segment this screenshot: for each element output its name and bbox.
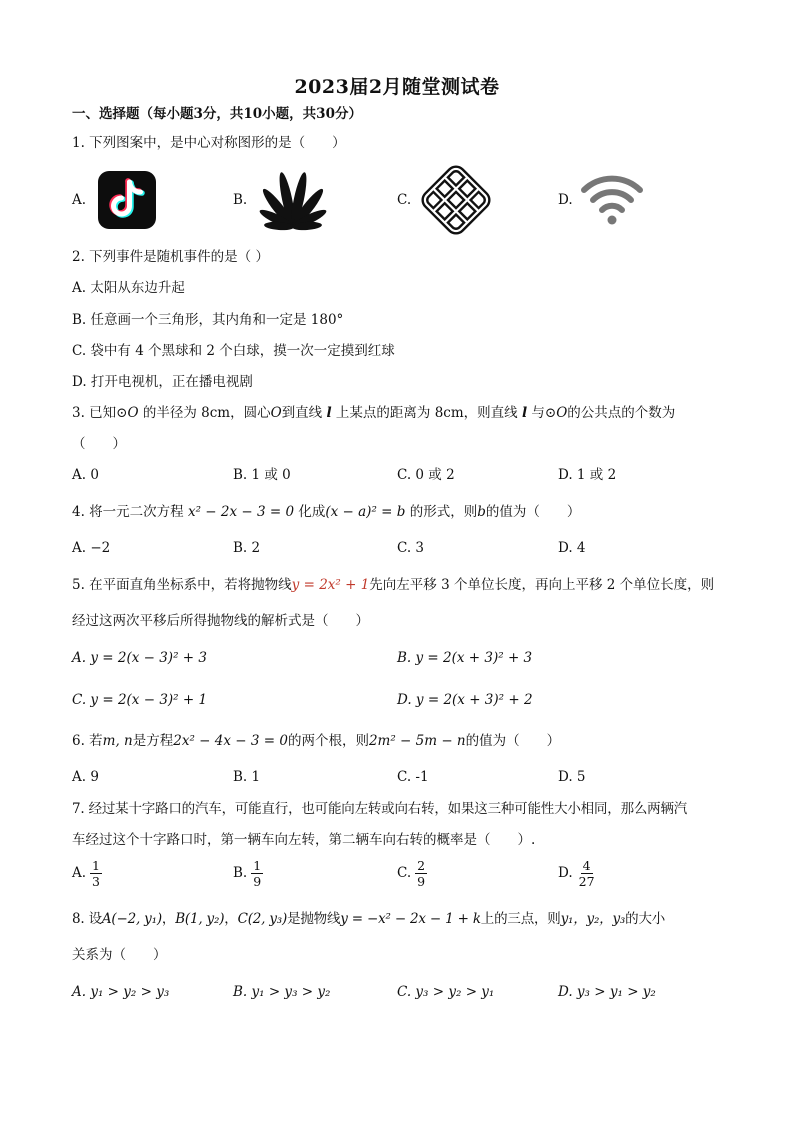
q3-option-d: D. 1 或 2 [558, 467, 617, 483]
q6-option-c: C. -1 [397, 769, 429, 785]
section-heading: 一、选择题（每小题3分，共10小题，共30分） [72, 106, 362, 122]
q7-option-b: B. $\frac{1}{9}$ [233, 858, 262, 889]
q5-option-a: A. y = 2(x − 3)² + 3 [72, 650, 207, 666]
huawei-logo-icon [258, 167, 328, 231]
q8-option-b: B. y₁ > y₃ > y₂ [233, 984, 331, 1000]
q7-option-c: C. $\frac{2}{9}$ [397, 858, 426, 889]
question-8-stem-cont: 关系为（ ） [72, 947, 167, 963]
q6-option-b: B. 1 [233, 769, 261, 785]
question-6-stem: 6. 若m, n是方程2x² − 4x − 3 = 0的两个根，则2m² − 5m − n的值为（ ） [72, 733, 561, 749]
q1-option-a-label: A. [72, 192, 87, 208]
question-5-stem: 5. 在平面直角坐标系中，若将抛物线y = 2x² + 1先向左平移 3 个单位长度，再向上平移 2 个单位长度，则 [72, 577, 715, 593]
q1-option-b-label: B. [233, 192, 248, 208]
q3-option-a: A. 0 [72, 467, 99, 483]
question-8-stem: 8. 设A(−2, y₁)，B(1, y₂)，C(2, y₃)是抛物线y = −x² − 2x − 1 + k上的三点，则y₁，y₂，y₃的大小 [72, 911, 666, 927]
q6-option-d: D. 5 [558, 769, 586, 785]
q7-option-a: A. $\frac{1}{3}$ [72, 858, 100, 889]
knot-logo-icon [418, 162, 494, 238]
q2-option-c: C. 袋中有 4 个黑球和 2 个白球，摸一次一定摸到红球 [72, 343, 395, 359]
q3-option-b: B. 1 或 0 [233, 467, 291, 483]
question-5-stem-cont: 经过这两次平移后所得抛物线的解析式是（ ） [72, 613, 369, 629]
page-title: 2023届2月随堂测试卷 [294, 76, 500, 98]
question-7-stem: 7. 经过某十字路口的汽车，可能直行，也可能向左转或向右转，如果这三种可能性大小相同，那么两辆汽 [72, 801, 688, 817]
q3-option-c: C. 0 或 2 [397, 467, 455, 483]
q5-option-b: B. y = 2(x + 3)² + 3 [397, 650, 533, 666]
question-3-stem-cont: （ ） [72, 436, 126, 452]
q6-option-a: A. 9 [72, 769, 99, 785]
tiktok-logo-icon [97, 170, 157, 230]
q2-option-d: D. 打开电视机，正在播电视剧 [72, 374, 253, 390]
q1-option-c-label: C. [397, 192, 412, 208]
question-2-stem: 2. 下列事件是随机事件的是（ ） [72, 249, 269, 265]
question-3-stem: 3. 已知⊙O 的半径为 8cm，圆心O到直线 l 上某点的距离为 8cm，则直线 l 与⊙O的公共点的个数为 [72, 405, 676, 421]
q8-option-a: A. y₁ > y₂ > y₃ [72, 984, 170, 1000]
q2-option-b: B. 任意画一个三角形，其内角和一定是 180° [72, 312, 344, 328]
q5-option-d: D. y = 2(x + 3)² + 2 [397, 692, 533, 708]
q4-option-a: A. −2 [72, 540, 111, 556]
wifi-icon [578, 168, 646, 228]
question-1-stem: 1. 下列图案中，是中心对称图形的是（ ） [72, 135, 346, 151]
q5-option-c: C. y = 2(x − 3)² + 1 [72, 692, 208, 708]
q4-option-c: C. 3 [397, 540, 425, 556]
question-4-stem: 4. 将一元二次方程 x² − 2x − 3 = 0 化成(x − a)² = b 的形式，则b的值为（ ） [72, 504, 581, 520]
q4-option-d: D. 4 [558, 540, 586, 556]
q2-option-a: A. 太阳从东边升起 [72, 280, 185, 296]
q7-option-d: D. $\frac{4}{27}$ [558, 858, 595, 889]
q1-option-d-label: D. [558, 192, 573, 208]
q4-option-b: B. 2 [233, 540, 261, 556]
q8-option-d: D. y₃ > y₁ > y₂ [558, 984, 656, 1000]
question-7-stem-cont: 车经过这个十字路口时，第一辆车向左转，第二辆车向右转的概率是（ ）. [72, 832, 536, 848]
q8-option-c: C. y₃ > y₂ > y₁ [397, 984, 495, 1000]
